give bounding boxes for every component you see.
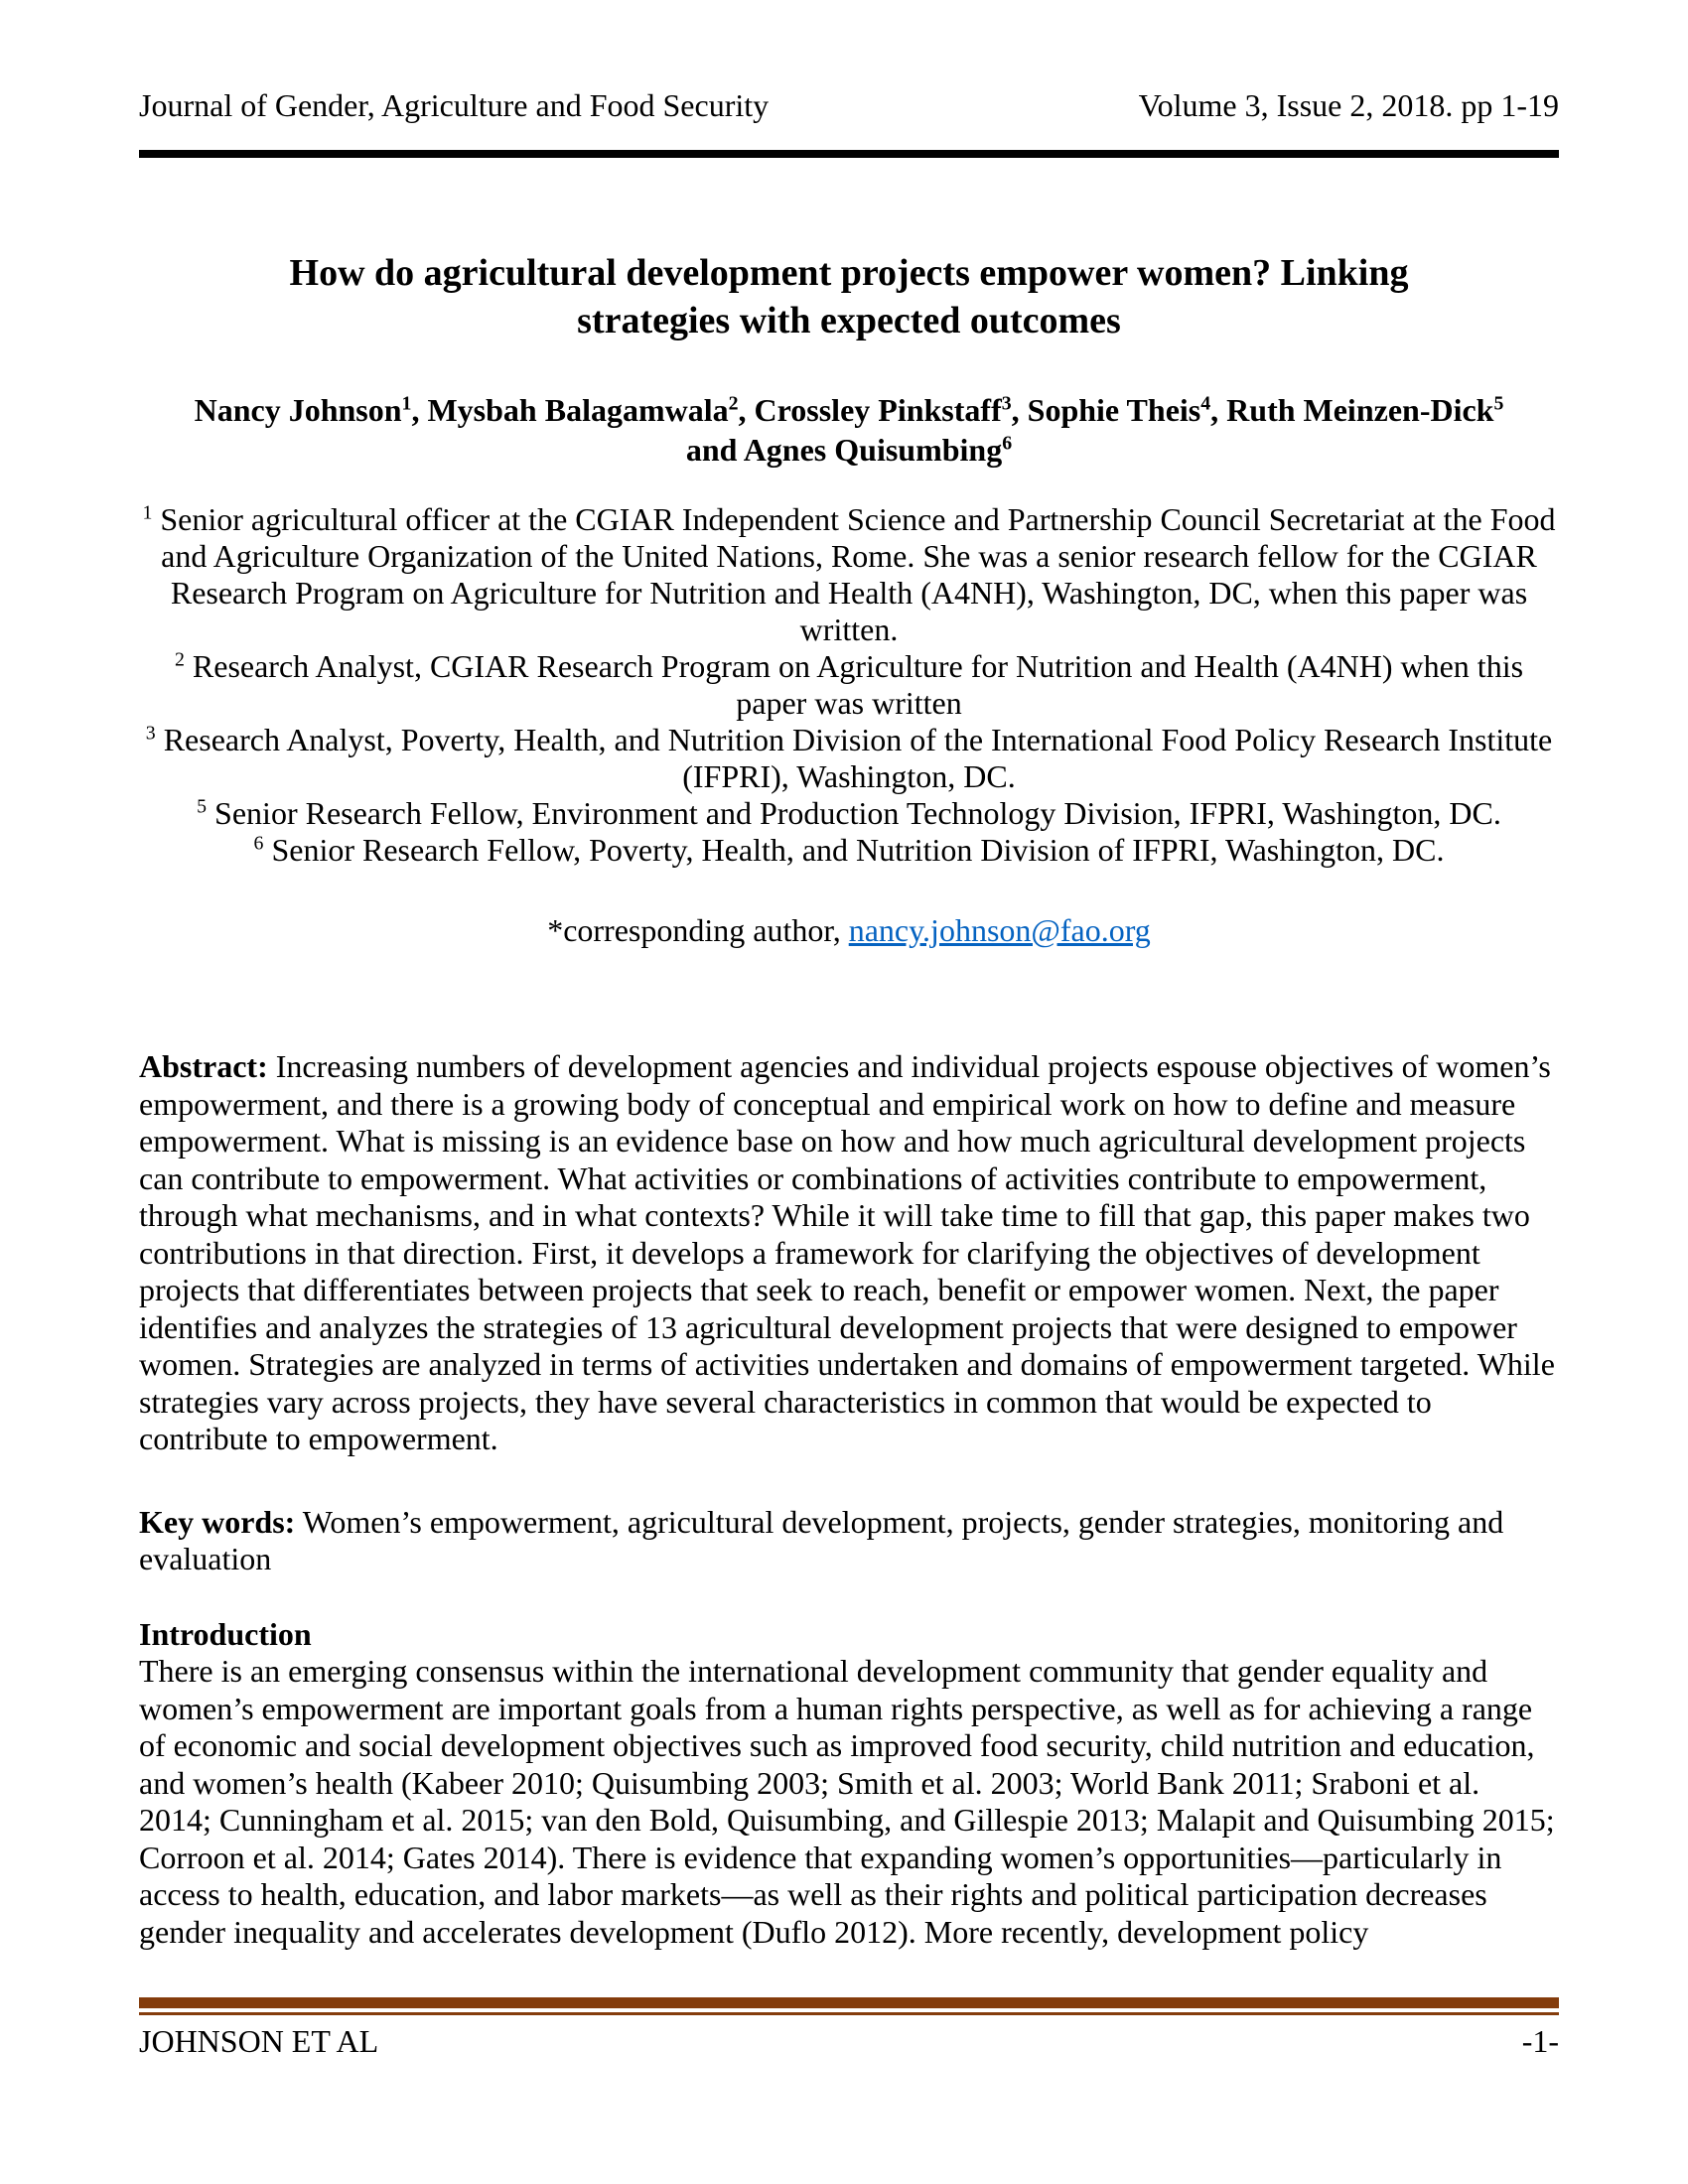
header-rule [139,150,1559,158]
page-content [139,0,1559,1951]
affiliation-1: $^1$ Senior agricultural officer at the CGIAR Independent Science and Partnership Council Secretariat at the Food and Agriculture Organization of the United Nations, Rome. She was a senior research fellow for the CGIAR Research Program on Agriculture for Nutrition and Health (A4NH), Washington, DC, when this paper was written. [142,501,1556,647]
affiliation-5: $^5$ Senior Research Fellow, Environment and Production Technology Division, IFPRI, Washington, DC. [197,795,1501,831]
footer-rule-thick [139,1997,1559,2008]
keywords-paragraph [139,1504,1559,1578]
author-line-1 [139,390,1559,430]
footer-rule-thin [139,2012,1559,2015]
affiliations-block [139,501,1559,869]
journal-name: Journal of Gender, Agriculture and Food Security [139,87,770,123]
keywords-label: Key words: [139,1503,296,1540]
corresponding-author-line [139,912,1559,949]
author: and Agnes Quisumbing$^6$ [685,432,1013,468]
introduction-paragraph: There is an emerging consensus within the international development community that gender equality and women’s empowerment are important goals from a human rights perspective, as well as for achieving a range of economic and social development objectives such as improved food security, child nutrition and education, and women’s health (Kabeer 2010; Quisumbing 2003; Smith et al. 2003; World Bank 2011; Sraboni et al. 2014; Cunningham et al. 2015; van den Bold, Quisumbing, and Gillespie 2013; Malapit and Quisumbing 2015; Corroon et al. 2014; Gates 2014). There is evidence that expanding women’s opportunities—particularly in access to health, education, and labor markets—as well as their rights and political participation decreases gender inequality and accelerates development (Duflo 2012). More recently, development policy [139,1653,1555,1950]
page-footer [139,1997,1559,2060]
author: Nancy Johnson$^1$, [194,392,428,428]
footer-row [139,2023,1559,2060]
abstract-label: Abstract: [139,1048,268,1084]
corresponding-prefix: *corresponding author, [547,912,849,948]
affiliation-2: $^2$ Research Analyst, CGIAR Research Program on Agriculture for Nutrition and Health (A4NH) when this paper was written [174,648,1524,721]
author-line-2 [139,430,1559,470]
running-head [139,0,1559,124]
keywords-text: Women’s empowerment, agricultural development, projects, gender strategies, monitoring and evaluation [139,1503,1504,1576]
affiliation-6: $^6$ Senior Research Fellow, Poverty, Health, and Nutrition Division of IFPRI, Washington, DC. [253,832,1445,868]
author: Sophie Theis$^4$, [1027,392,1227,428]
abstract-text: Increasing numbers of development agencies and individual projects espouse objectives of women’s empowerment, and there is a growing body of conceptual and empirical work on how to define and measure empowerment. What is missing is an evidence base on how and how much agricultural development projects can contribute to empowerment. What activities or combinations of activities contribute to empowerment, through what mechanisms, and in what contexts? While it will take time to fill that gap, this paper makes two contributions in that direction. First, it develops a framework for clarifying the objectives of development projects that differentiates between projects that seek to reach, benefit or empower women. Next, the paper identifies and analyzes the strategies of 13 agricultural development projects that were designed to empower women. Strategies are analyzed in terms of activities undertaken and domains of empowerment targeted. While strategies vary across projects, they have several characteristics in common that would be expected to contribute to empowerment. [139,1048,1555,1456]
corresponding-email-link[interactable]: nancy.johnson@fao.org [848,912,1151,948]
author-byline [139,390,1559,470]
author: Ruth Meinzen-Dick$^5$ [1226,392,1504,428]
author: Crossley Pinkstaff$^3$, [754,392,1028,428]
page-title: How do agricultural development projects empower women? Linking strategies with expected outcomes [289,252,1409,341]
footer-page-number: -1- [1521,2023,1559,2059]
affiliation-3: $^3$ Research Analyst, Poverty, Health, and Nutrition Division of the International Food Policy Research Institute (IFPRI), Washington, DC. [145,722,1553,794]
footer-author: JOHNSON ET AL [139,2023,379,2059]
abstract-paragraph [139,1048,1559,1458]
author: Mysbah Balagamwala$^2$, [427,392,755,428]
introduction-heading: Introduction [139,1615,312,1652]
issue-info: Volume 3, Issue 2, 2018. pp 1-19 [1138,87,1559,123]
